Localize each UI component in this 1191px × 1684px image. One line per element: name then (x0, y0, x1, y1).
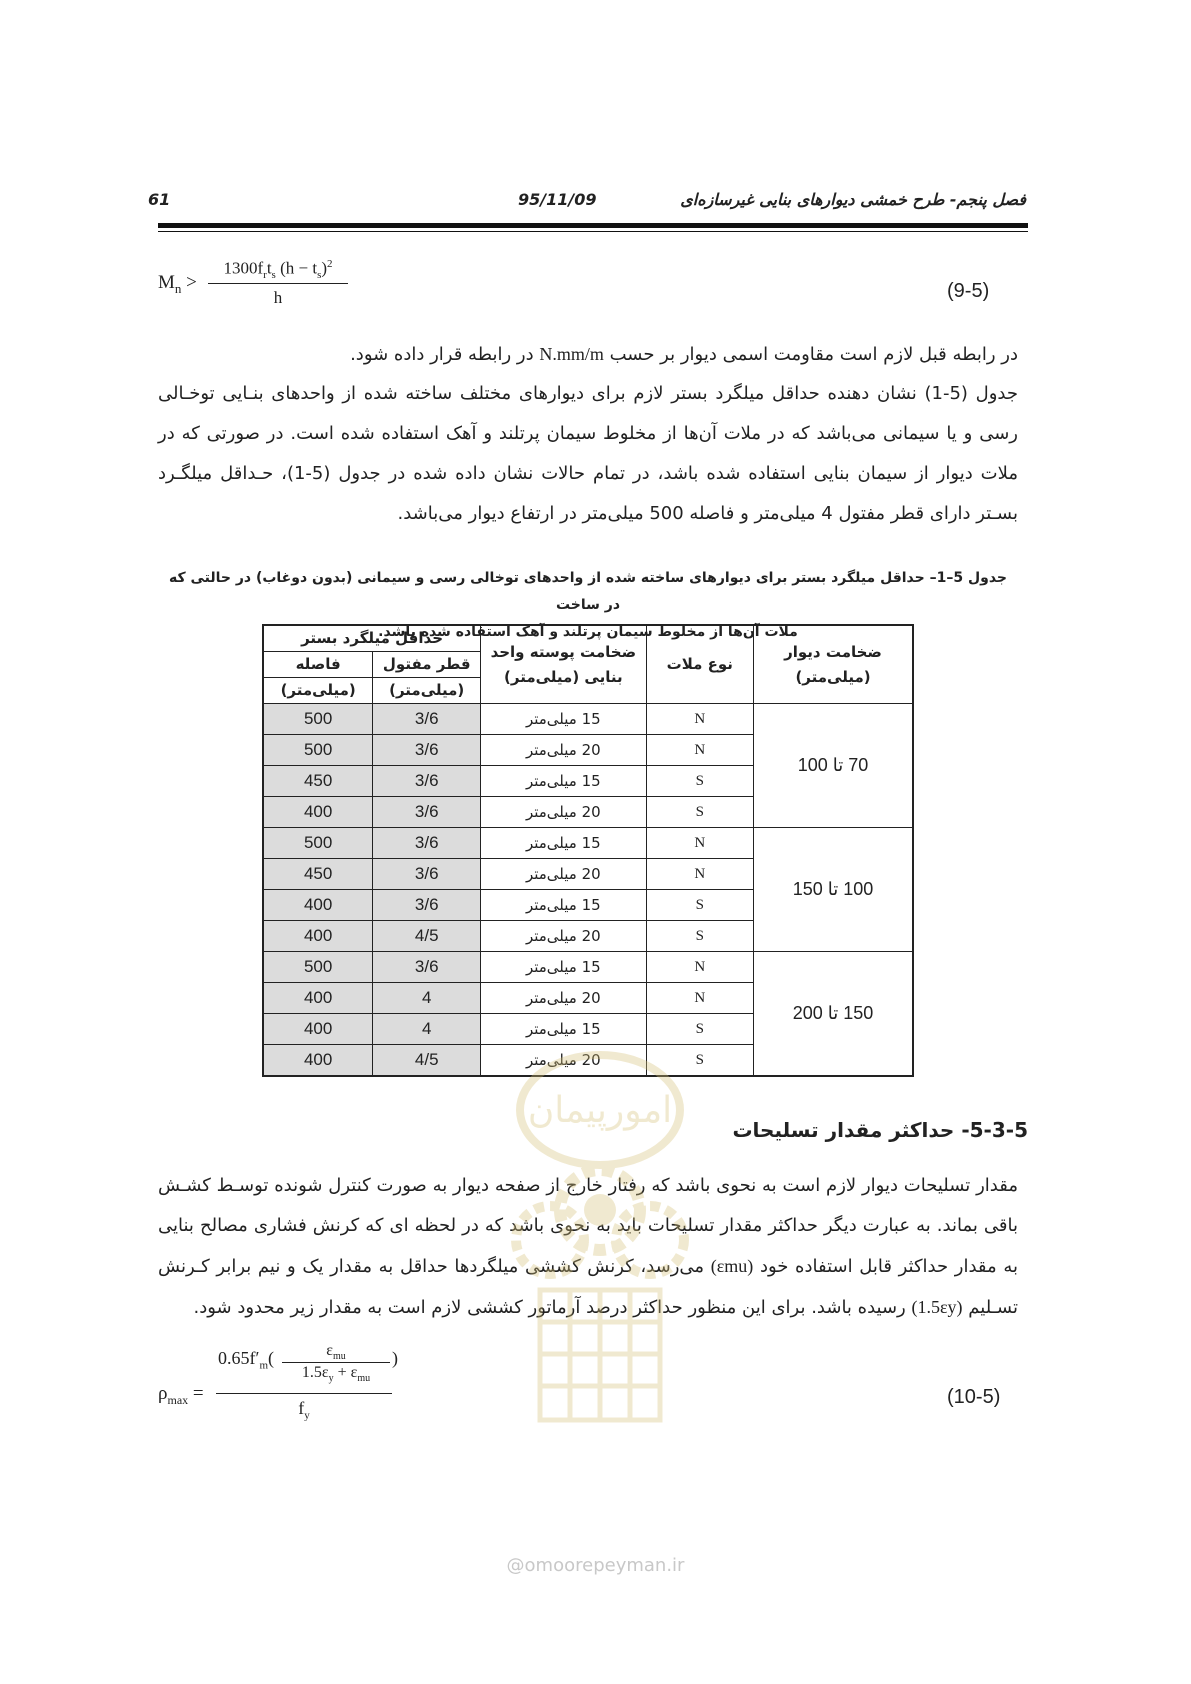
paragraph-body: جدول (5-1) نشان دهنده حداقل میلگرد بستر لازم برای دیوارهای مختلف ساخته شده از واحدهای بنـایی توخـالی رسی و یا سیمانی می‌باشد که در ملات آن‌ها از مخلوط سیمان پرتلند و آهک استفاده شده است. در صورتی که در ملات دیوار از سیمان بنایی استفاده شده باشد، در تمام حالات نشان داده شده در جدول (5-1)، حـداقل میلگـرد بسـتر دارای قطر مفتول 4 میلی‌متر و فاصله 500 میلی‌متر در ارتفاع دیوار می‌باشد. (158, 383, 1018, 524)
cell-shell-thickness: 15 میلی‌متر (481, 890, 646, 921)
equation-10-5-numerator: $0.65f'_m$( (218, 1348, 274, 1372)
table-caption: جدول 5–1– حداقل میلگرد بستر برای دیوارهای ساخته شده از واحدهای توخالی رسی و سیمانی (بدون دوغاب) در حالتی که در ساخت ملات آن‌ها از مخلوط سیمان پرتلند و آهک استفاده شده باشد. (168, 570, 1008, 640)
paragraph-body-2: مقدار تسلیحات دیوار لازم است به نحوی باشد که رفتار خارج از صفحه دیوار به صورت کنترل شونده توسـط کشـش باقی بماند. به عبارت دیگر حداکثر مقدار تسلیحات باید به نحوی باشد که در لحظه ای که کرنش فشاری مصالح بنایی به مقدار حداکثر قابل استفاده خود (εmu) می‌رسد، کرنش کششی میلگردها حداقل به مقدار یک و نیم برابر کـرنش تسـلیم (1.5εy) رسیده باشد. برای این منظور حداکثر درصد آرماتور کششی لازم است به مقدار زیر محدود شود. (158, 1175, 1018, 1318)
paragraph-line: در رابطه قبل لازم است مقاومت اسمی دیوار بر حسب N.mm/m در رابطه قرار داده شود. (350, 344, 1018, 365)
cell-shell-thickness: 15 میلی‌متر (481, 952, 646, 983)
cell-mortar-type: N (646, 859, 754, 890)
chapter-title: فصل پنجم- طرح خمشی دیوارهای بنایی غیرسازه‌ای (680, 190, 1026, 209)
watermark-logo (480, 1040, 720, 1460)
cell-wire-diameter: 4 (373, 1014, 481, 1045)
header-rule-thin (158, 231, 1028, 232)
header-min-bed-rebar: حداقل میلگرد بستر (263, 625, 481, 652)
page-date: 95/11/09 (518, 190, 597, 209)
header-spacing: فاصله (263, 652, 373, 678)
cell-spacing: 400 (263, 921, 373, 952)
cell-spacing: 450 (263, 859, 373, 890)
cell-wall-thickness: 150 تا 200 (754, 952, 913, 1077)
fraction-bar (216, 1393, 392, 1394)
page-number: 61 (148, 190, 171, 209)
header-mortar-type: نوع ملات (646, 625, 754, 704)
equation-9-5: $M_n$ > (158, 272, 197, 296)
equation-number-10-5: (10-5) (947, 1386, 1001, 1408)
table-row (263, 952, 913, 983)
cell-mortar-type: S (646, 1045, 754, 1077)
cell-spacing: 400 (263, 890, 373, 921)
cell-wire-diameter: 4/5 (373, 921, 481, 952)
cell-shell-thickness: 15 میلی‌متر (481, 1014, 646, 1045)
section-heading: 5-3-5- حداکثر مقدار تسلیحات (732, 1118, 1028, 1142)
cell-wall-thickness: 100 تا 150 (754, 828, 913, 952)
cell-shell-thickness: 20 میلی‌متر (481, 921, 646, 952)
header-wall-thickness: ضخامت دیوار (میلی‌متر) (754, 625, 913, 704)
header-spacing-unit: (میلی‌متر) (263, 678, 373, 704)
cell-wall-thickness: 70 تا 100 (754, 704, 913, 828)
header-shell-thickness: ضخامت پوسته واحد بنایی (میلی‌متر) (481, 625, 646, 704)
cell-shell-thickness: 20 میلی‌متر (481, 983, 646, 1014)
rebar-table (262, 624, 914, 1077)
cell-spacing: 500 (263, 952, 373, 983)
table-row (263, 704, 913, 735)
cell-wire-diameter: 4/5 (373, 1045, 481, 1077)
header-wire-diameter-unit: (میلی‌متر) (373, 678, 481, 704)
cell-spacing: 500 (263, 704, 373, 735)
cell-spacing: 500 (263, 828, 373, 859)
cell-spacing: 400 (263, 797, 373, 828)
cell-mortar-type: S (646, 766, 754, 797)
equation-number-9-5: (9-5) (947, 280, 990, 302)
cell-spacing: 400 (263, 983, 373, 1014)
cell-shell-thickness: 15 میلی‌متر (481, 828, 646, 859)
cell-spacing: 450 (263, 766, 373, 797)
cell-spacing: 400 (263, 1045, 373, 1077)
cell-shell-thickness: 15 میلی‌متر (481, 704, 646, 735)
cell-spacing: 500 (263, 735, 373, 766)
equation-10-5-paren: ) (392, 1348, 398, 1368)
cell-spacing: 400 (263, 1014, 373, 1045)
cell-mortar-type: S (646, 890, 754, 921)
equation-10-5-denominator: $f_y$ (298, 1398, 310, 1422)
cell-mortar-type: N (646, 735, 754, 766)
cell-shell-thickness: 20 میلی‌متر (481, 1045, 646, 1077)
cell-mortar-type: N (646, 952, 754, 983)
cell-wire-diameter: 3/6 (373, 735, 481, 766)
header-wire-diameter: قطر مفتول (373, 652, 481, 678)
cell-shell-thickness: 15 میلی‌متر (481, 766, 646, 797)
header-rule (158, 223, 1028, 228)
cell-mortar-type: S (646, 921, 754, 952)
cell-shell-thickness: 20 میلی‌متر (481, 797, 646, 828)
cell-shell-thickness: 20 میلی‌متر (481, 859, 646, 890)
cell-wire-diameter: 3/6 (373, 766, 481, 797)
watermark-logo-text: امورپیمان (527, 1090, 673, 1131)
cell-wire-diameter: 3/6 (373, 704, 481, 735)
cell-wire-diameter: 3/6 (373, 890, 481, 921)
cell-mortar-type: N (646, 983, 754, 1014)
equation-10-5-lhs: $\rho_{max}$ = (158, 1383, 204, 1407)
cell-mortar-type: N (646, 704, 754, 735)
cell-wire-diameter: 4 (373, 983, 481, 1014)
watermark-site: @omoorepeyman.ir (506, 1555, 685, 1576)
table-row (263, 828, 913, 859)
cell-wire-diameter: 3/6 (373, 859, 481, 890)
cell-mortar-type: N (646, 828, 754, 859)
cell-mortar-type: S (646, 1014, 754, 1045)
cell-shell-thickness: 20 میلی‌متر (481, 735, 646, 766)
equation-10-5-inner-denominator: $1.5\varepsilon_y + \varepsilon_{mu}$ (301, 1364, 371, 1385)
equation-9-5-numerator: $1300f_rt_s$ $(h - t_s)^2$ (208, 258, 348, 284)
cell-wire-diameter: 3/6 (373, 828, 481, 859)
cell-wire-diameter: 3/6 (373, 797, 481, 828)
cell-mortar-type: S (646, 797, 754, 828)
equation-10-5-inner-numerator: $\varepsilon_{mu}$ (282, 1342, 390, 1363)
cell-wire-diameter: 3/6 (373, 952, 481, 983)
equation-9-5-denominator: h (273, 288, 283, 307)
